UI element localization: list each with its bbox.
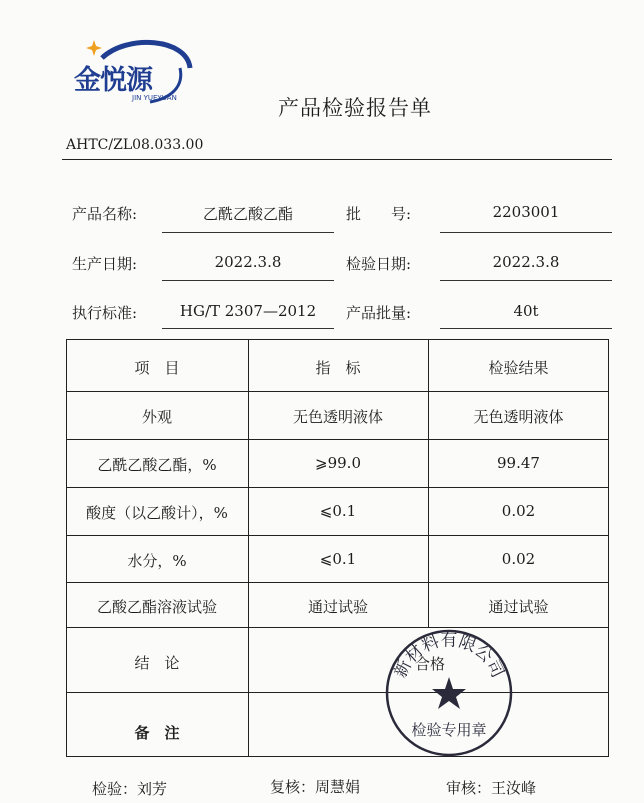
production-date-underline [162,280,334,281]
table-hline-2 [66,439,609,440]
stamp-star-icon [432,677,466,709]
table-header-item: 项 目 [134,359,180,377]
batch-size-underline [440,328,612,329]
product-name-label: 产品名称: [72,205,138,223]
table-hline-6 [66,627,609,628]
reviewer-signature: 复核：周慧娟 [270,778,361,796]
conclusion-value: 合格 [414,655,445,673]
table-hline-3 [66,487,609,488]
logo-sub: JIN YUEYUAN [132,94,177,102]
table-row-purity-spec: ⩾99.0 [315,454,361,472]
remarks-label: 备 注 [134,724,180,742]
table-header-result: 检验结果 [488,359,549,377]
table-col-divider-2 [428,339,429,627]
table-row-appearance-spec: 无色透明液体 [292,408,383,426]
batch-size-label: 产品批量: [346,304,412,322]
batch-no-value: 2203001 [492,203,560,221]
batch-no-label: 批 号: [346,205,412,223]
table-row-acidity-item: 酸度（以乙酸计），% [86,504,228,522]
table-hline-5 [66,582,609,583]
logo-name: 金悦源 [74,65,152,96]
inspector-signature: 检验：刘芳 [92,780,168,798]
table-row-solution-spec: 通过试验 [307,598,368,616]
table-row-moisture-spec: ⩽0.1 [319,550,357,568]
product-name-underline [162,232,334,233]
production-date-label: 生产日期: [72,255,138,273]
table-row-acidity-spec: ⩽0.1 [319,502,357,520]
table-row-purity-result: 99.47 [497,454,540,472]
inspection-seal [383,627,515,759]
table-hline-1 [66,391,609,392]
stamp-arc-text: 新材料有限公司 [390,630,508,682]
stamp-bottom-text: 检验专用章 [411,721,487,739]
company-logo [72,36,212,106]
table-row-solution-result: 通过试验 [488,598,549,616]
conclusion-label: 结 论 [134,654,180,672]
header-divider [62,159,612,160]
inspection-date-label: 检验日期: [346,255,412,273]
inspection-date-underline [440,280,612,281]
inspection-table [66,339,609,757]
standard-value: HG/T 2307—2012 [179,302,317,320]
document-title: 产品检验报告单 [278,96,432,120]
table-row-appearance-item: 外观 [141,408,172,426]
product-name-value: 乙酰乙酸乙酯 [202,205,293,223]
table-row-solution-item: 乙酸乙酯溶液试验 [96,598,217,616]
standard-underline [162,328,334,329]
logo-star-icon [86,40,102,56]
table-row-moisture-result: 0.02 [501,550,536,568]
document-code: AHTC/ZL08.033.00 [66,137,204,153]
table-hline-4 [66,535,609,536]
table-row-acidity-result: 0.02 [501,502,536,520]
standard-label: 执行标准: [72,304,138,322]
table-row-purity-item: 乙酰乙酸乙酯，% [97,456,217,474]
svg-text:新材料有限公司 [391,631,508,681]
production-date-value: 2022.3.8 [214,253,282,271]
table-row-appearance-result: 无色透明液体 [473,408,564,426]
table-row-moisture-item: 水分，% [127,552,187,570]
table-col-divider-1 [248,339,249,627]
approver-signature: 审核：王汝峰 [446,779,537,797]
table-header-spec: 指 标 [315,359,361,377]
table-hline-7 [66,692,609,693]
batch-size-value: 40t [513,302,539,320]
inspection-date-value: 2022.3.8 [492,253,560,271]
batch-no-underline [440,232,612,233]
